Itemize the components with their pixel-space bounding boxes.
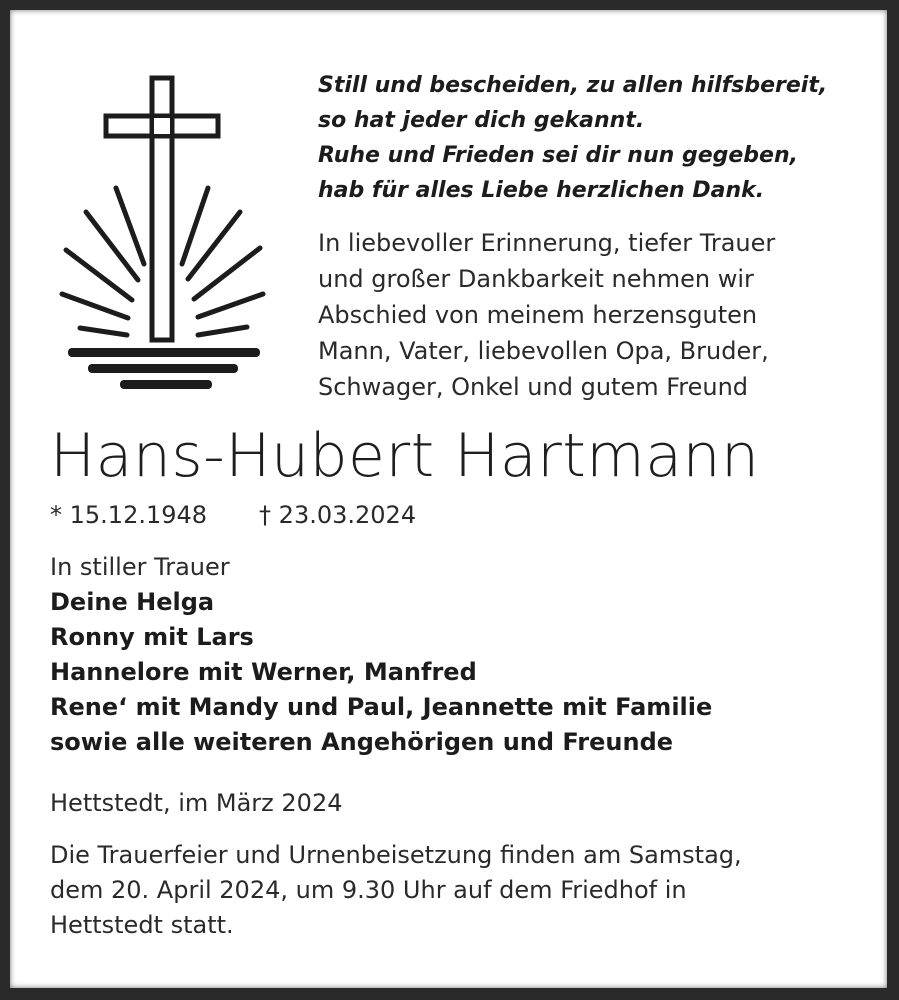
intro-line: Schwager, Onkel und gutem Freund [318,373,749,401]
poem-line: so hat jeder dich gekannt. [318,108,645,133]
service-line: dem 20. April 2024, um 9.30 Uhr auf dem Friedhof in [50,876,687,904]
poem-line: hab für alles Liebe herzlichen Dank. [318,178,765,203]
poem-line: Still und bescheiden, zu allen hilfsbereit, [318,73,828,98]
intro-line: In liebevoller Erinnerung, tiefer Trauer [318,229,776,257]
intro-line: und großer Dankbarkeit nehmen wir [318,265,754,293]
service-line: Hettstedt statt. [50,911,234,939]
life-dates [50,498,416,532]
death-date: † 23.03.2024 [259,501,417,529]
mourners-lead: In stiller Trauer [50,553,230,581]
poem-line: Ruhe und Frieden sei dir nun gegeben, [318,143,798,168]
obituary-card [10,10,887,988]
intro-line: Abschied von meinem herzensguten [318,301,758,329]
service-line: Die Trauerfeier und Urnenbeisetzung finden am Samstag, [50,841,742,869]
mourner-line: Ronny mit Lars [50,623,254,651]
intro-text [318,225,878,405]
mourner-line: Rene‘ mit Mandy und Paul, Jeannette mit Familie [50,693,713,721]
deceased-name: Hans-Hubert Hartmann [50,421,760,491]
place-and-date: Hettstedt, im März 2024 [50,789,343,817]
mourner-line: Hannelore mit Werner, Manfred [50,658,477,686]
cross-with-rising-sun-icon [50,68,280,398]
mourners [50,550,712,760]
birth-date: * 15.12.1948 [50,501,208,529]
mourner-line: sowie alle weiteren Angehörigen und Freunde [50,728,674,756]
intro-line: Mann, Vater, liebevollen Opa, Bruder, [318,337,769,365]
mourner-line: Deine Helga [50,588,215,616]
service-info [50,838,860,943]
poem [318,68,878,208]
